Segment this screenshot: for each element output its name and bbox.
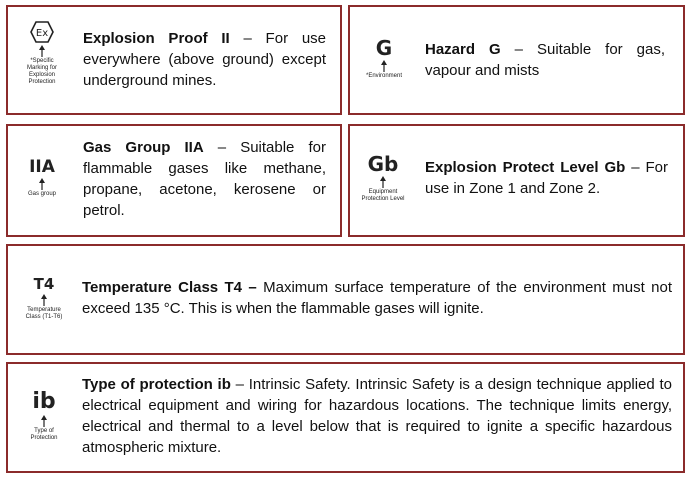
symbol-g: G [375, 36, 393, 60]
card-protect-level [348, 124, 685, 237]
card-explosion-proof [6, 5, 342, 115]
ex-hexagon-icon [30, 21, 54, 43]
card-temperature-class [6, 244, 685, 355]
symbol-caption: Temperature Class (T1-T6) [25, 307, 63, 320]
symbol-caption: *Environment [365, 73, 403, 79]
symbol-caption: *Specific Marking for Explosion Protection [26, 58, 57, 85]
hazard-marking [364, 38, 404, 80]
card-title: Temperature Class T4 – [82, 279, 257, 296]
protection-type-marking [22, 391, 66, 442]
symbol-caption: Equipment Protection Level [361, 189, 405, 202]
card-title: Type of protection ib [82, 376, 231, 393]
card-title: Explosion Proof II [83, 30, 230, 47]
symbol-gb: Gb [367, 152, 399, 176]
temperature-class-marking [24, 277, 64, 321]
arrow-up-icon [39, 45, 45, 57]
arrow-up-icon [41, 415, 47, 427]
card-description [425, 39, 665, 81]
card-body: – Intrinsic Safety. Intrinsic Safety is a design technique applied to electrical equipment and wiring for hazardous locations. The technique limits energy, electrical and thermal to a level below that is required to ignite a specific hazardous atmospheric mixture. [82, 376, 673, 456]
card-title: Gas Group IIA [83, 139, 204, 156]
arrow-up-icon [381, 60, 387, 72]
card-protection-type [6, 362, 685, 473]
card-description [83, 137, 326, 221]
gas-group-marking [20, 159, 64, 198]
symbol-caption: Type of Protection [30, 428, 58, 441]
card-description [83, 28, 326, 91]
symbol-iia: IIA [29, 157, 55, 177]
arrow-up-icon [41, 294, 47, 306]
card-body: – Suitable for gas, vapour and mists [425, 41, 665, 79]
symbol-t4: T4 [33, 275, 55, 293]
card-description [82, 277, 672, 319]
symbol-caption: Gas group [27, 191, 57, 197]
arrow-up-icon [380, 176, 386, 188]
card-gas-group [6, 124, 342, 237]
card-description [82, 374, 672, 458]
card-body: – For use everywhere (above ground) except underground mines. [83, 30, 327, 89]
protect-level-marking [360, 154, 406, 203]
card-hazard [348, 5, 685, 115]
arrow-up-icon [39, 178, 45, 190]
card-body: – For use in Zone 1 and Zone 2. [425, 159, 668, 197]
card-body: Maximum surface temperature of the environment must not exceed 135 °C. This is when the flammable gases will ignite. [82, 279, 672, 317]
card-title: Explosion Protect Level Gb [425, 159, 626, 176]
explosion-proof-marking [22, 21, 62, 86]
symbol-ib: ib [32, 389, 56, 414]
card-description [425, 157, 668, 199]
svg-text:Ex: Ex [35, 28, 49, 39]
card-title: Hazard G [425, 41, 501, 58]
card-body: – Suitable for flammable gases like methane, propane, acetone, kerosene or petrol. [83, 139, 326, 219]
